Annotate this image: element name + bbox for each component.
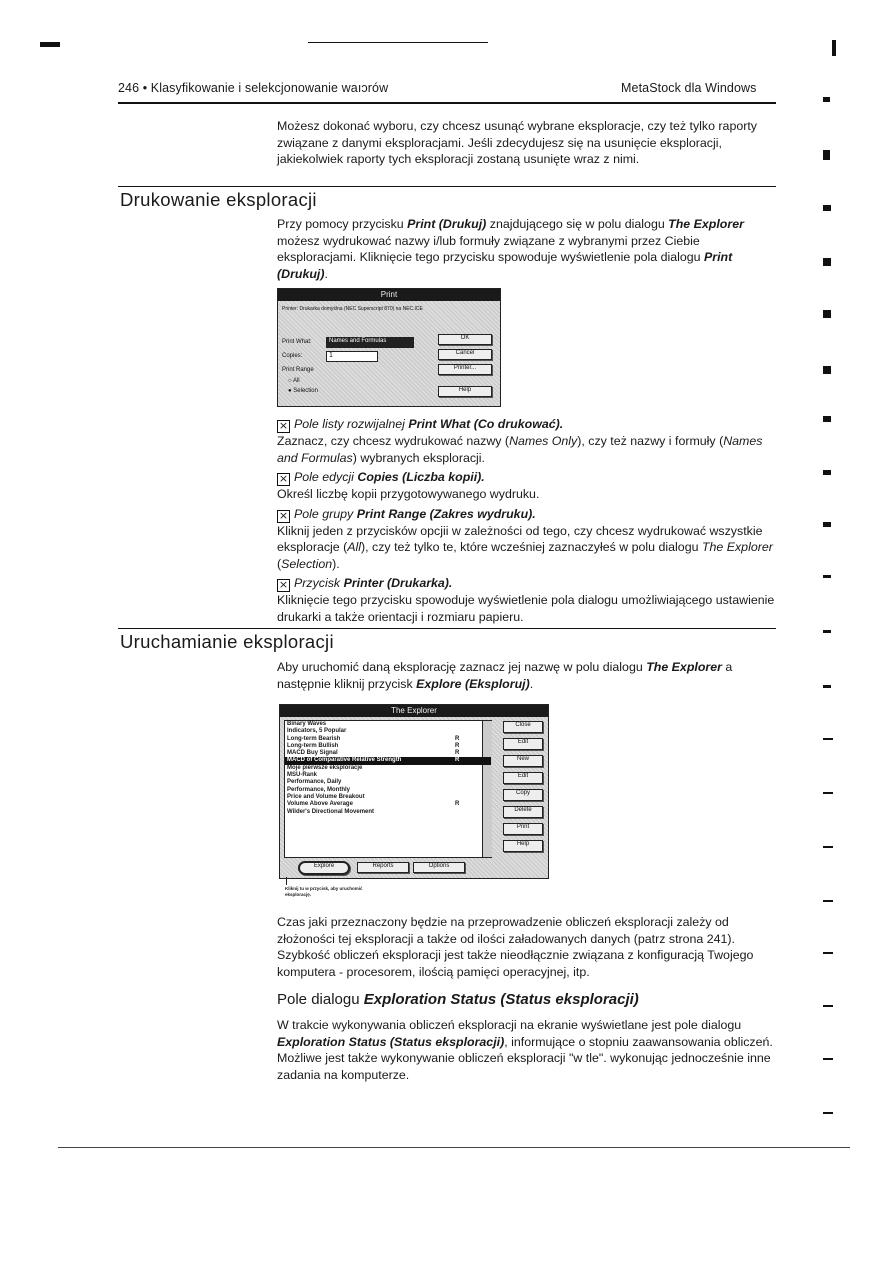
exploration-name: Performance, Monthly bbox=[287, 786, 351, 793]
exploration-name: Long-term Bearish bbox=[287, 735, 341, 742]
exploration-list-item[interactable] bbox=[285, 757, 491, 764]
scan-mark-right bbox=[823, 522, 831, 527]
exploration-list-item[interactable] bbox=[285, 779, 491, 786]
scan-rule-top bbox=[308, 42, 488, 43]
exploration-name: Binary Waves bbox=[287, 721, 327, 727]
scan-mark-right bbox=[823, 952, 833, 954]
scan-mark-right bbox=[823, 416, 831, 422]
subsection-title: Pole dialogu Exploration Status (Status eksploracji) bbox=[277, 991, 639, 1008]
scan-mark-right bbox=[823, 575, 831, 578]
exploration-name: Price and Volume Breakout bbox=[287, 793, 365, 800]
exploration-report-flag: R bbox=[455, 801, 460, 808]
exploration-name: Performance, Daily bbox=[287, 779, 342, 786]
explore-button[interactable]: Explore bbox=[298, 861, 350, 875]
header-rule bbox=[118, 102, 776, 104]
exploration-name: MACD Buy Signal bbox=[287, 750, 338, 757]
exploration-list-item[interactable] bbox=[285, 809, 491, 816]
section2-paragraph-3: W trakcie wykonywania obliczeń eksploracji na ekranie wyświetlane jest pole dialogu Exploration Status (Status eksploracji), informujące o stopniu zaawansowania obliczeń. Możliwe jest także wykonywanie obliczeń eksploracji "w tle". wykonując jednocześnie inne zadania na komputerze. bbox=[277, 1018, 773, 1082]
exploration-list-item[interactable] bbox=[285, 765, 491, 772]
option-item: × Pole edycji Copies (Liczba kopii). bbox=[278, 470, 485, 485]
exploration-report-flag: R bbox=[455, 742, 460, 749]
explorer-button-close[interactable]: Close bbox=[503, 721, 543, 733]
exploration-name: Moje pierwsze eksploracje bbox=[287, 764, 363, 771]
explorer-button-edit[interactable]: Edit bbox=[503, 772, 543, 784]
section1-paragraph: Przy pomocy przycisku Print (Drukuj) znajdującego się w polu dialogu The Explorer możesz wydrukować nazwy i/lub formuły związane z wybranymi przez Ciebie eksploracjami. Kliknięcie tego przycisku spowoduje wyświetlenie pola dialogu Print (Drukuj). bbox=[277, 217, 744, 281]
exploration-list-item[interactable] bbox=[285, 801, 491, 808]
exploration-name: Long-term Bullish bbox=[287, 742, 339, 749]
exploration-list-item[interactable] bbox=[285, 772, 491, 779]
checkbox-icon: × bbox=[278, 508, 289, 522]
scan-mark-right bbox=[823, 310, 831, 318]
options-button[interactable]: Options bbox=[413, 862, 465, 873]
scan-mark-right bbox=[823, 1112, 833, 1114]
printer-button[interactable]: Printer... bbox=[438, 364, 492, 375]
scan-mark-top-left bbox=[40, 42, 60, 47]
explorer-button-copy[interactable]: Copy bbox=[503, 789, 543, 801]
printer-label: Printer: Drukarka domyślna (NEC Superscript 870) na NEC.ICE bbox=[282, 306, 423, 312]
scan-mark-right bbox=[823, 630, 831, 633]
explorer-button-print[interactable]: Print bbox=[503, 823, 543, 835]
exploration-name: MSU-Rank bbox=[287, 772, 318, 779]
section-rule-1 bbox=[118, 186, 776, 187]
checkbox-icon: × bbox=[278, 419, 289, 432]
explorer-button-edit[interactable]: Edit bbox=[503, 738, 543, 750]
scan-mark-right bbox=[823, 205, 831, 211]
section-title-printing: Drukowanie eksploracji bbox=[120, 189, 317, 210]
exploration-name: MACD of Comparative Relative Strength bbox=[287, 757, 402, 764]
exploration-list-item[interactable] bbox=[285, 736, 491, 743]
checkbox-icon: × bbox=[278, 578, 289, 591]
scan-mark-right bbox=[823, 150, 830, 160]
running-header-left: 246 • Klasyfikowanie i selekcjonowanie waıɔrów bbox=[118, 81, 389, 95]
scan-mark-right bbox=[823, 1058, 833, 1060]
scan-mark-right bbox=[823, 846, 833, 848]
explorer-button-new[interactable]: New bbox=[503, 755, 543, 767]
option-description: Kliknięcie tego przycisku spowoduje wyświetlenie pola dialogu umożliwiającego ustawienie drukarki a także orientacji i rozmiaru papieru. bbox=[277, 593, 775, 624]
section-rule-2 bbox=[118, 628, 776, 629]
option-selection[interactable]: ● Selection bbox=[288, 388, 318, 394]
scan-mark-right bbox=[823, 366, 831, 374]
scan-mark-right bbox=[823, 97, 830, 102]
exploration-list-item[interactable] bbox=[285, 721, 491, 728]
option-description: Określ liczbę kopii przygotowywanego wydruku. bbox=[277, 487, 540, 501]
exploration-list-item[interactable] bbox=[285, 750, 491, 757]
reports-button[interactable]: Reports bbox=[357, 862, 409, 873]
scan-mark-right bbox=[823, 738, 833, 740]
scan-mark-right bbox=[823, 1005, 833, 1007]
option-item: × Pole listy rozwijalnej Print What (Co drukować). bbox=[278, 417, 564, 432]
print-dialog-title: Print bbox=[278, 289, 500, 301]
scan-mark-right bbox=[823, 470, 831, 475]
option-description: Zaznacz, czy chcesz wydrukować nazwy (Names Only), czy też nazwy i formuły (Names and Formulas) wybranych eksploracji. bbox=[277, 434, 763, 465]
explorer-dialog-screenshot bbox=[279, 704, 549, 879]
option-item: × Przycisk Printer (Drukarka). bbox=[278, 576, 453, 591]
intro-paragraph: Możesz dokonać wyboru, czy chcesz usunąć wybrane eksploracje, czy też tylko raporty związane z danymi eksploracjami. Jeśli zdecydujesz się na usunięcie eksploracji, jakiekolwiek raporty tych eksploracji zostaną usunięte wraz z nimi. bbox=[277, 119, 757, 166]
exploration-report-flag: R bbox=[455, 750, 460, 757]
scan-mark-right bbox=[823, 900, 833, 902]
checkbox-icon: × bbox=[278, 472, 289, 485]
option-description: Kliknij jeden z przycisków opcjii w zależności od tego, czy chcesz wydrukować wszystkie eksploracje (All), czy też tylko te, które wcześniej zaznaczyłeś w polu dialogu The Explorer (Selection). bbox=[277, 523, 773, 571]
explorer-button-help[interactable]: Help bbox=[503, 840, 543, 852]
exploration-report-flag: R bbox=[455, 757, 460, 764]
option-item: × Pole grupy Print Range (Zakres wydruku). bbox=[278, 506, 536, 522]
exploration-list-item[interactable] bbox=[285, 728, 491, 735]
exploration-report-flag: R bbox=[455, 735, 460, 742]
scan-mark-right bbox=[823, 792, 833, 794]
running-header-right: MetaStock dla Windows bbox=[621, 81, 757, 95]
explorer-caption: Kliknij tu w przycisk, aby uruchomić eksplorację. bbox=[285, 886, 363, 897]
exploration-name: Wilder's Directional Movement bbox=[287, 808, 375, 815]
exploration-name: Volume Above Average bbox=[287, 801, 353, 808]
help-button[interactable]: Help bbox=[438, 386, 492, 397]
exploration-list-item[interactable] bbox=[285, 794, 491, 801]
copies-label: Copies: bbox=[282, 353, 303, 359]
scan-mark-right bbox=[823, 685, 831, 688]
section-title-running: Uruchamianie eksploracji bbox=[120, 631, 334, 652]
print-what-select[interactable]: Names and Formulas bbox=[326, 337, 414, 348]
exploration-name: Indicators, 5 Popular bbox=[287, 728, 347, 735]
ok-button[interactable]: OK bbox=[438, 334, 492, 345]
scan-rule-bottom bbox=[58, 1147, 850, 1148]
print-dialog-screenshot bbox=[277, 288, 501, 407]
explorer-callout-line bbox=[286, 877, 287, 885]
exploration-list-rows bbox=[285, 721, 491, 816]
explorer-button-delete[interactable]: Delete bbox=[503, 806, 543, 818]
section2-paragraph-2: Czas jaki przeznaczony będzie na przeprowadzenie obliczeń eksploracji zależy od złożoności tej eksploracji a także od ilości załadowanych danych (patrz strona 241). Szybkość obliczeń eksploracji jest także nieodłącznie związana z konfiguracją Twojego komputera - procesorem, ilością pamięci operacyjnej, itp. bbox=[277, 915, 754, 979]
scan-mark-right bbox=[823, 258, 831, 266]
scan-mark-right bbox=[832, 40, 836, 56]
option-all[interactable]: ○ All bbox=[288, 378, 300, 384]
exploration-list[interactable] bbox=[284, 720, 492, 858]
exploration-list-item[interactable] bbox=[285, 787, 491, 794]
exploration-list-item[interactable] bbox=[285, 743, 491, 750]
print-range-label: Print Range bbox=[282, 367, 314, 373]
print-what-label: Print What: bbox=[282, 339, 312, 345]
explorer-dialog-title: The Explorer bbox=[280, 705, 548, 717]
print-options-list bbox=[277, 416, 777, 625]
cancel-button[interactable]: Cancel bbox=[438, 349, 492, 360]
section2-paragraph: Aby uruchomić daną eksplorację zaznacz jej nazwę w polu dialogu The Explorer a następnie kliknij przycisk Explore (Eksploruj). bbox=[277, 660, 733, 691]
copies-input[interactable]: 1 bbox=[326, 351, 378, 362]
